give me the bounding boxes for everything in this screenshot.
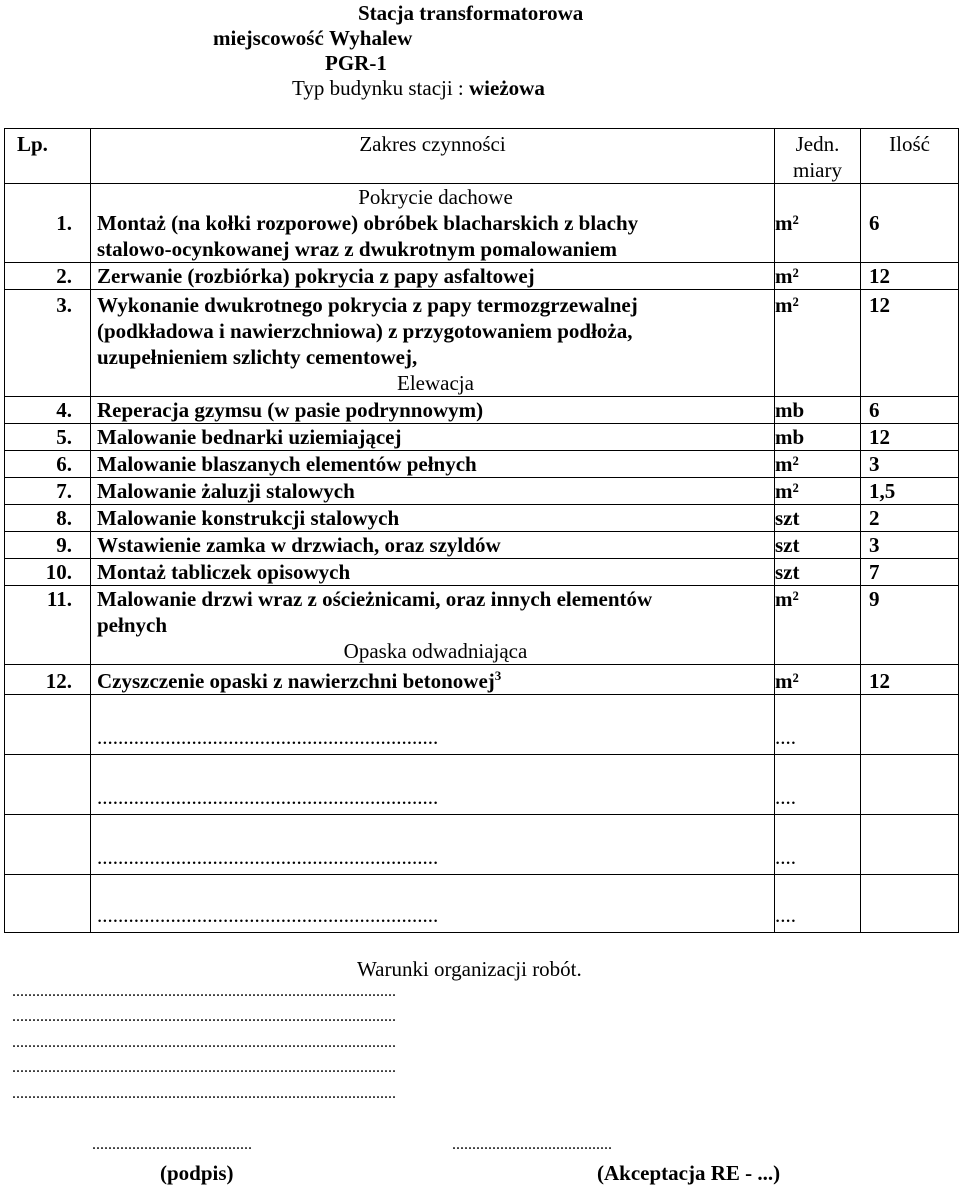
table-row bbox=[5, 184, 959, 263]
row-description bbox=[91, 665, 775, 695]
row-description-line: uzupełnieniem szlichty cementowej, bbox=[97, 345, 418, 369]
table-header-row bbox=[5, 129, 959, 184]
row-number: 5. bbox=[5, 424, 91, 451]
blank-unit: .... bbox=[775, 875, 861, 933]
col-header-unit: Jedn. miary bbox=[775, 129, 861, 184]
row-number: 10. bbox=[5, 559, 91, 586]
footnote-marker: 3 bbox=[494, 668, 502, 683]
blank-cell bbox=[5, 815, 91, 875]
row-quantity: 6 bbox=[861, 184, 959, 263]
signature-left-label: (podpis) bbox=[160, 1161, 234, 1185]
blank-row bbox=[5, 875, 959, 933]
row-quantity: 12 bbox=[861, 424, 959, 451]
blank-row bbox=[5, 695, 959, 755]
section-heading-drainage: Opaska odwadniająca bbox=[343, 639, 528, 663]
col-header-qty: Ilość bbox=[861, 129, 959, 184]
row-quantity: 12 bbox=[861, 665, 959, 695]
row-unit: m² bbox=[775, 184, 861, 263]
blank-unit: .... bbox=[775, 695, 861, 755]
row-unit: szt bbox=[775, 505, 861, 532]
signature-right-label: (Akceptacja RE - ...) bbox=[597, 1161, 781, 1185]
conditions-title: Warunki organizacji robót. bbox=[357, 957, 582, 981]
row-quantity: 3 bbox=[861, 532, 959, 559]
row-unit: m² bbox=[775, 263, 861, 290]
blank-cell bbox=[861, 755, 959, 815]
row-unit: szt bbox=[775, 559, 861, 586]
col-header-scope: Zakres czynności bbox=[91, 129, 775, 184]
row-description: Malowanie żaluzji stalowych bbox=[91, 478, 775, 505]
row-quantity: 7 bbox=[861, 559, 959, 586]
row-quantity: 12 bbox=[861, 263, 959, 290]
table-row bbox=[5, 290, 959, 397]
row-description: Zerwanie (rozbiórka) pokrycia z papy asfaltowej bbox=[91, 263, 775, 290]
row-number: 9. bbox=[5, 532, 91, 559]
title-line-1: Stacja transformatorowa bbox=[358, 1, 584, 25]
row-description: Montaż tabliczek opisowych bbox=[91, 559, 775, 586]
row-description: Reperacja gzymsu (w pasie podrynnowym) bbox=[91, 397, 775, 424]
conditions-line: ................................................................................................ bbox=[12, 1085, 396, 1102]
row-number: 6. bbox=[5, 451, 91, 478]
blank-cell bbox=[5, 755, 91, 815]
table-row bbox=[5, 451, 959, 478]
row-description-line: Malowanie drzwi wraz z ościeżnicami, oraz innych elementów bbox=[97, 587, 653, 611]
row-number: 8. bbox=[5, 505, 91, 532]
blank-cell bbox=[5, 875, 91, 933]
row-description: Malowanie blaszanych elementów pełnych bbox=[91, 451, 775, 478]
signature-right-dots: ........................................ bbox=[452, 1136, 612, 1153]
title-line-2: miejscowość Wyhalew bbox=[213, 26, 413, 50]
row-number: 1. bbox=[5, 184, 91, 263]
row-number: 3. bbox=[5, 290, 91, 397]
blank-description: ................................................................. bbox=[91, 875, 775, 933]
row-unit: m² bbox=[775, 478, 861, 505]
table-row bbox=[5, 397, 959, 424]
col-header-lp: Lp. bbox=[5, 129, 91, 184]
row-unit: mb bbox=[775, 424, 861, 451]
table-row bbox=[5, 586, 959, 665]
row-description: Malowanie konstrukcji stalowych bbox=[91, 505, 775, 532]
row-description-text: Czyszczenie opaski z nawierzchni betonowej bbox=[97, 669, 495, 693]
table-row bbox=[5, 263, 959, 290]
table-row bbox=[5, 478, 959, 505]
row-unit: m² bbox=[775, 290, 861, 397]
blank-cell bbox=[861, 815, 959, 875]
row-quantity: 1,5 bbox=[861, 478, 959, 505]
row-quantity: 9 bbox=[861, 586, 959, 665]
row-quantity: 12 bbox=[861, 290, 959, 397]
conditions-line: ................................................................................................ bbox=[12, 1034, 396, 1051]
blank-row bbox=[5, 755, 959, 815]
row-unit: szt bbox=[775, 532, 861, 559]
row-description bbox=[91, 184, 775, 263]
signature-left-dots: ........................................ bbox=[92, 1136, 252, 1153]
blank-cell bbox=[5, 695, 91, 755]
section-heading-roof: Pokrycie dachowe bbox=[358, 185, 513, 209]
conditions-line: ................................................................................................ bbox=[12, 983, 396, 1000]
row-description bbox=[91, 586, 775, 665]
row-number: 2. bbox=[5, 263, 91, 290]
row-description-line: stalowo-ocynkowanej wraz z dwukrotnym pomalowaniem bbox=[97, 237, 617, 261]
table-row bbox=[5, 559, 959, 586]
works-table bbox=[4, 128, 959, 933]
row-description-line: (podkładowa i nawierzchniowa) z przygotowaniem podłoża, bbox=[97, 319, 633, 343]
conditions-line: ................................................................................................ bbox=[12, 1059, 396, 1076]
row-description bbox=[91, 290, 775, 397]
row-description: Malowanie bednarki uziemiającej bbox=[91, 424, 775, 451]
row-unit: m² bbox=[775, 586, 861, 665]
conditions-line: ................................................................................................ bbox=[12, 1008, 396, 1025]
row-description: Wstawienie zamka w drzwiach, oraz szyldów bbox=[91, 532, 775, 559]
blank-description: ................................................................. bbox=[91, 695, 775, 755]
row-quantity: 6 bbox=[861, 397, 959, 424]
blank-description: ................................................................. bbox=[91, 755, 775, 815]
blank-cell bbox=[861, 875, 959, 933]
blank-cell bbox=[861, 695, 959, 755]
blank-description: ................................................................. bbox=[91, 815, 775, 875]
table-row bbox=[5, 532, 959, 559]
blank-unit: .... bbox=[775, 755, 861, 815]
row-number: 7. bbox=[5, 478, 91, 505]
table-row bbox=[5, 505, 959, 532]
section-heading-facade: Elewacja bbox=[397, 371, 474, 395]
blank-unit: .... bbox=[775, 815, 861, 875]
row-description-line: Montaż (na kołki rozporowe) obróbek blacharskich z blachy bbox=[97, 211, 639, 235]
table-row bbox=[5, 665, 959, 695]
table-row bbox=[5, 424, 959, 451]
row-unit: m² bbox=[775, 665, 861, 695]
row-unit: m² bbox=[775, 451, 861, 478]
row-number: 4. bbox=[5, 397, 91, 424]
title-line-4: Typ budynku stacji : wieżowa bbox=[292, 76, 545, 100]
row-number: 11. bbox=[5, 586, 91, 665]
blank-row bbox=[5, 815, 959, 875]
row-unit: mb bbox=[775, 397, 861, 424]
row-number: 12. bbox=[5, 665, 91, 695]
row-description-line: Wykonanie dwukrotnego pokrycia z papy termozgrzewalnej bbox=[97, 293, 638, 317]
row-quantity: 2 bbox=[861, 505, 959, 532]
title-line-3: PGR-1 bbox=[325, 51, 387, 75]
row-quantity: 3 bbox=[861, 451, 959, 478]
row-description-line: pełnych bbox=[97, 613, 168, 637]
